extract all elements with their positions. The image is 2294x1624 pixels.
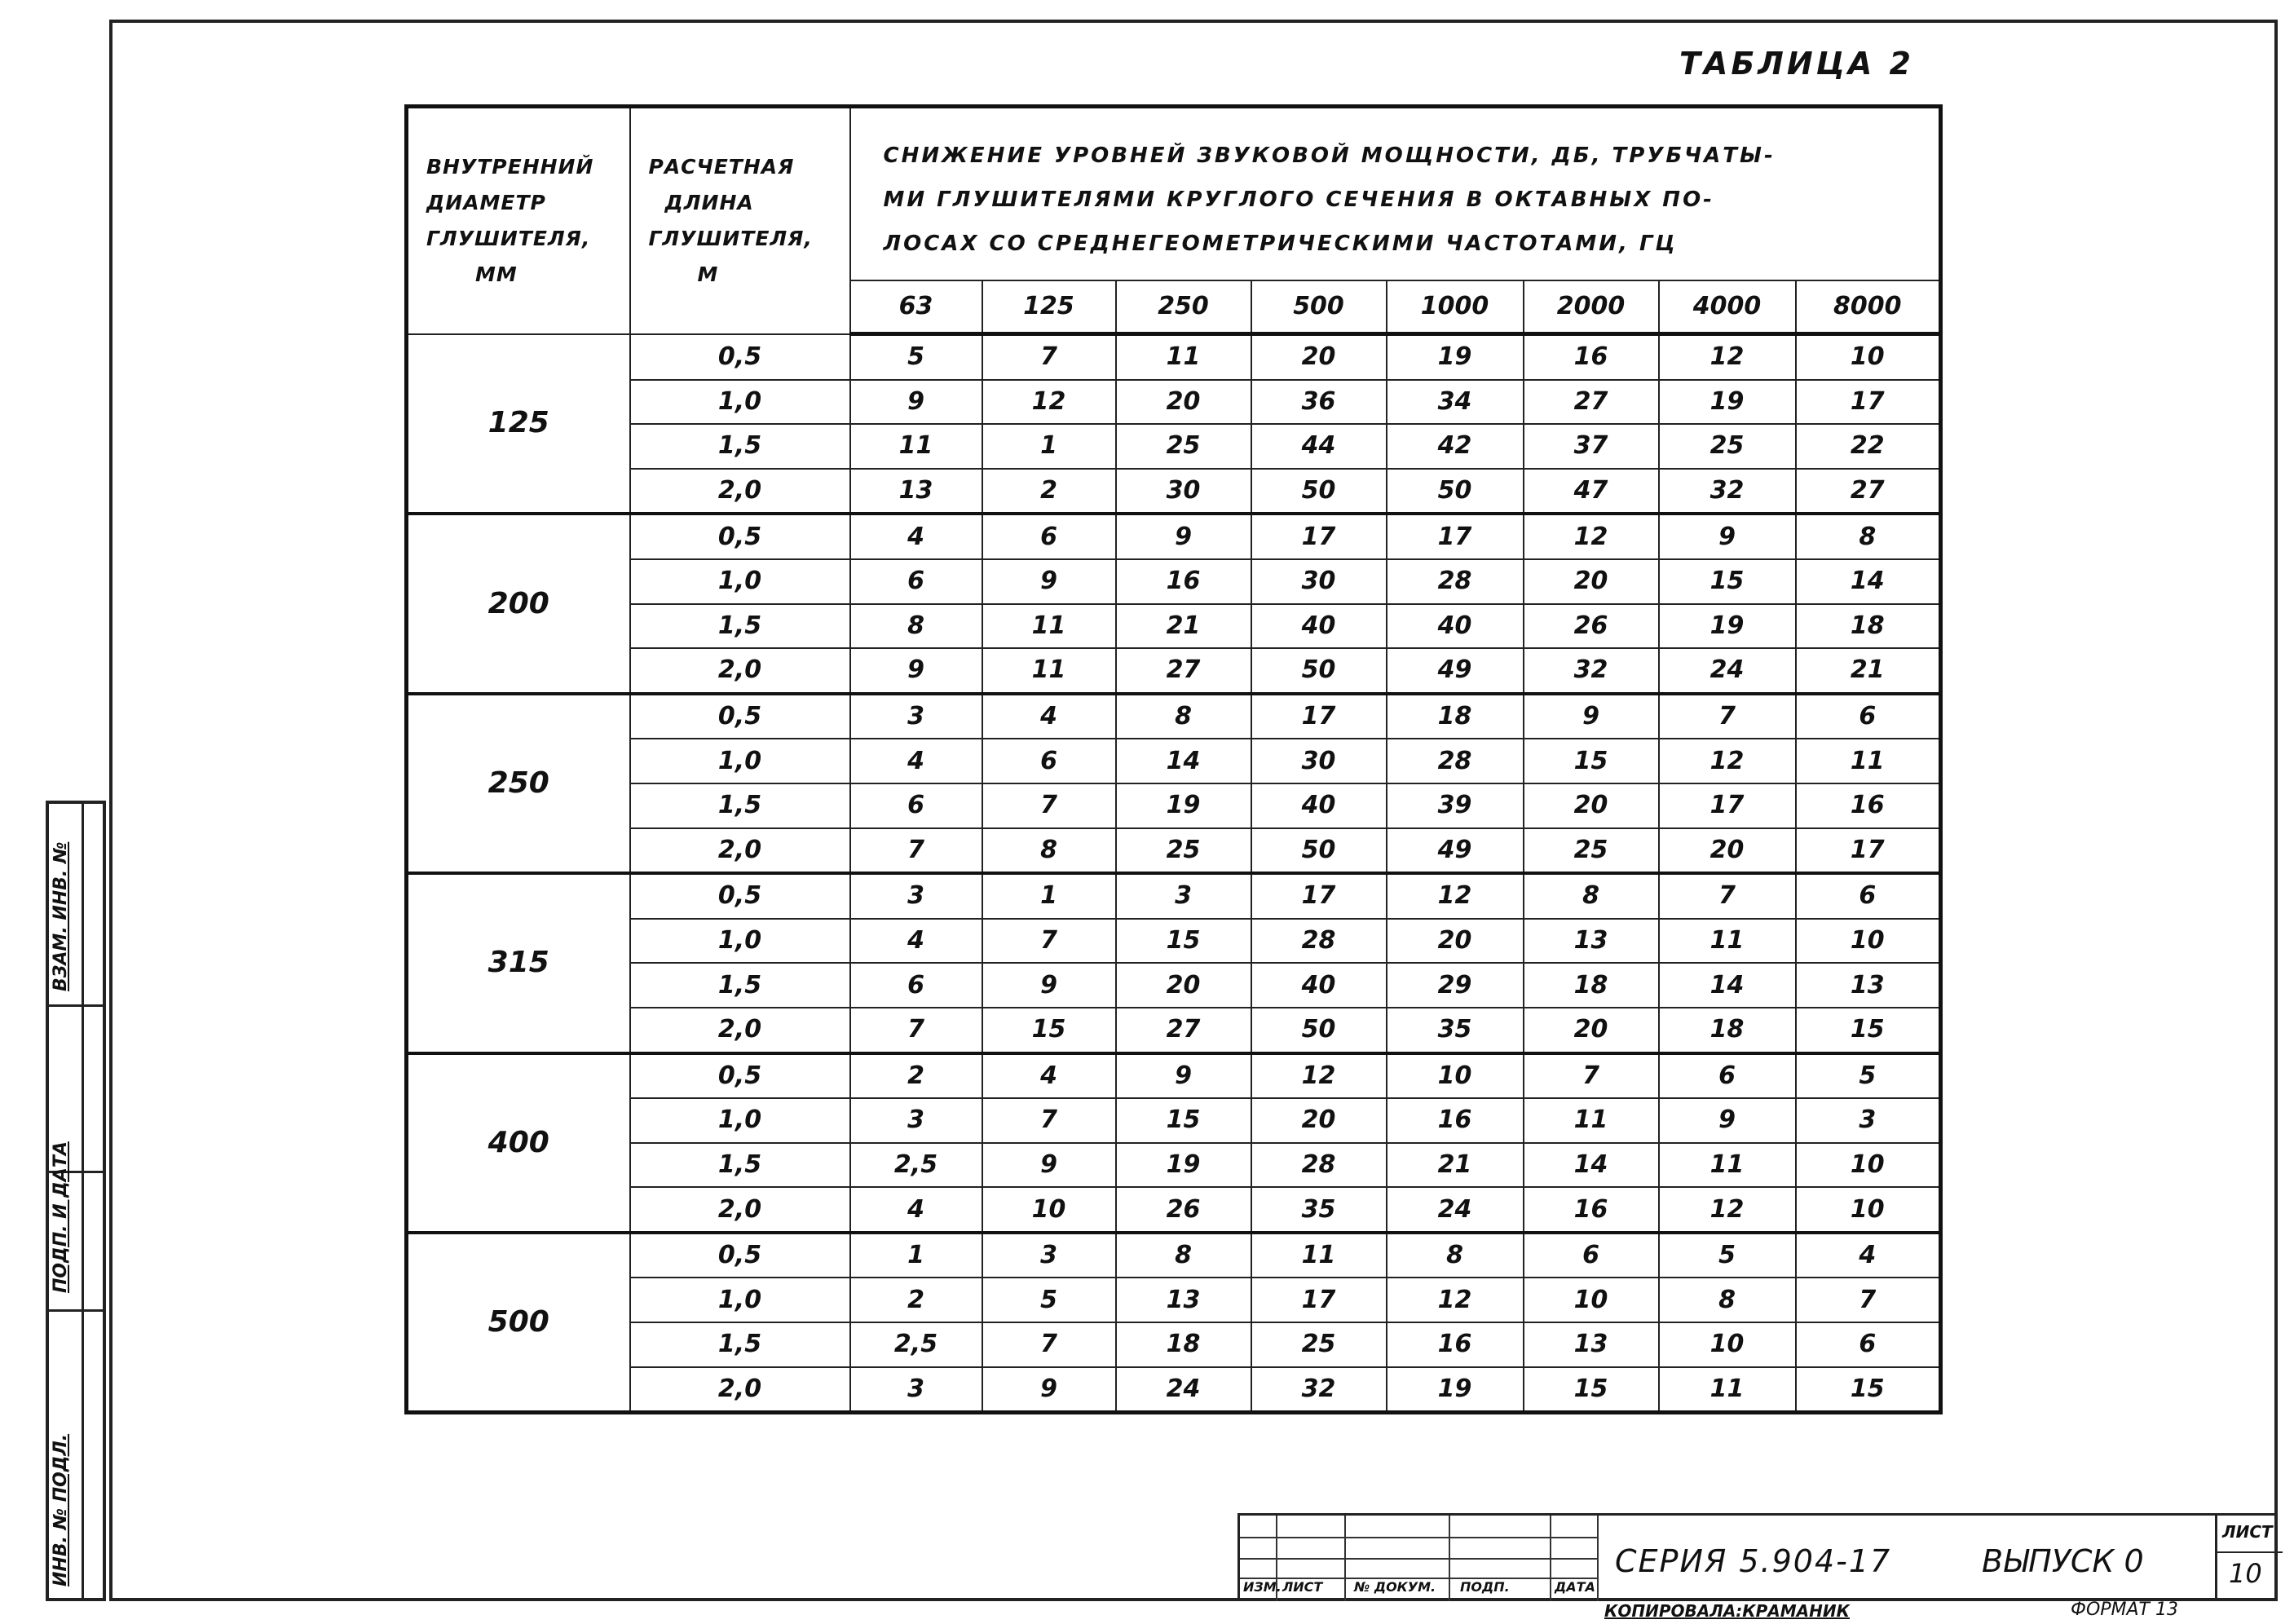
- value-cell: 24: [1116, 1367, 1251, 1413]
- value-cell: 3: [850, 1098, 982, 1143]
- value-cell: 19: [1116, 1143, 1251, 1188]
- value-cell: 5: [1659, 1233, 1796, 1278]
- value-cell: 11: [1659, 1143, 1796, 1188]
- length-cell: 2,0: [630, 648, 850, 694]
- length-cell: 1,0: [630, 739, 850, 783]
- value-cell: 15: [1796, 1008, 1941, 1053]
- length-cell: 0,5: [630, 334, 850, 380]
- table-row: [407, 424, 1941, 469]
- side-label-replace: ВЗАМ. ИНВ. №: [51, 841, 71, 991]
- table-row: [407, 648, 1941, 694]
- value-cell: 11: [1251, 1233, 1387, 1278]
- diameter-cell: 125: [407, 334, 630, 514]
- value-cell: 6: [850, 963, 982, 1008]
- value-cell: 4: [850, 514, 982, 559]
- length-cell: 2,0: [630, 1008, 850, 1053]
- value-cell: 8: [1524, 873, 1659, 919]
- value-cell: 13: [850, 469, 982, 514]
- value-cell: 1: [850, 1233, 982, 1278]
- value-cell: 6: [850, 559, 982, 604]
- diameter-cell: 315: [407, 873, 630, 1053]
- value-cell: 14: [1659, 963, 1796, 1008]
- value-cell: 10: [1387, 1053, 1524, 1099]
- value-cell: 21: [1387, 1143, 1524, 1188]
- value-cell: 4: [850, 919, 982, 964]
- value-cell: 8: [1387, 1233, 1524, 1278]
- value-cell: 4: [850, 739, 982, 783]
- value-cell: 4: [850, 1187, 982, 1233]
- value-cell: 21: [1116, 604, 1251, 649]
- frequency-header: 63: [850, 280, 982, 334]
- length-cell: 1,0: [630, 919, 850, 964]
- value-cell: 12: [1524, 514, 1659, 559]
- value-cell: 16: [1387, 1098, 1524, 1143]
- copied-by: КОПИРОВАЛА:КРАМАНИК: [1604, 1601, 1850, 1621]
- value-cell: 20: [1659, 828, 1796, 874]
- table-row: [407, 783, 1941, 828]
- value-cell: 12: [1659, 1187, 1796, 1233]
- frequency-header: 500: [1251, 280, 1387, 334]
- header-reduction: СНИЖЕНИЕ УРОВНЕЙ ЗВУКОВОЙ МОЩНОСТИ, ДБ, ТРУБЧАТЫ- МИ ГЛУШИТЕЛЯМИ КРУГЛОГО СЕЧЕНИЯ В ОКТАВНЫХ ПО- ЛОСАХ СО СРЕДНЕГЕОМЕТРИЧЕСКИМИ ЧАСТОТАМИ, ГЦ: [850, 107, 1941, 281]
- tb-col-date: ДАТА: [1555, 1579, 1595, 1595]
- value-cell: 27: [1796, 469, 1941, 514]
- side-label-sign: ПОДП. И ДАТА: [51, 1141, 71, 1293]
- value-cell: 15: [1116, 919, 1251, 964]
- frequency-header: 2000: [1524, 280, 1659, 334]
- value-cell: 10: [1796, 919, 1941, 964]
- value-cell: 15: [982, 1008, 1116, 1053]
- value-cell: 15: [1524, 1367, 1659, 1413]
- table-row: [407, 828, 1941, 874]
- value-cell: 2,5: [850, 1143, 982, 1188]
- value-cell: 11: [1659, 1367, 1796, 1413]
- table-row: [407, 694, 1941, 739]
- value-cell: 28: [1387, 739, 1524, 783]
- value-cell: 7: [982, 919, 1116, 964]
- table-row: [407, 963, 1941, 1008]
- value-cell: 32: [1251, 1367, 1387, 1413]
- frequency-header: 1000: [1387, 280, 1524, 334]
- value-cell: 19: [1387, 1367, 1524, 1413]
- table-row: [407, 1322, 1941, 1367]
- value-cell: 3: [982, 1233, 1116, 1278]
- value-cell: 20: [1116, 380, 1251, 425]
- value-cell: 18: [1524, 963, 1659, 1008]
- value-cell: 6: [982, 514, 1116, 559]
- header-length: РАСЧЕТНАЯ ДЛИНА ГЛУШИТЕЛЯ, М: [630, 107, 850, 334]
- value-cell: 7: [850, 1008, 982, 1053]
- value-cell: 19: [1659, 380, 1796, 425]
- table-row: [407, 469, 1941, 514]
- value-cell: 50: [1387, 469, 1524, 514]
- value-cell: 15: [1116, 1098, 1251, 1143]
- table-row: [407, 559, 1941, 604]
- value-cell: 25: [1251, 1322, 1387, 1367]
- value-cell: 9: [850, 380, 982, 425]
- length-cell: 0,5: [630, 1053, 850, 1099]
- frequency-header: 125: [982, 280, 1116, 334]
- length-cell: 2,0: [630, 1187, 850, 1233]
- value-cell: 9: [1116, 514, 1251, 559]
- value-cell: 20: [1251, 1098, 1387, 1143]
- value-cell: 11: [1796, 739, 1941, 783]
- value-cell: 19: [1116, 783, 1251, 828]
- value-cell: 9: [982, 559, 1116, 604]
- value-cell: 25: [1524, 828, 1659, 874]
- value-cell: 11: [850, 424, 982, 469]
- value-cell: 6: [1796, 1322, 1941, 1367]
- value-cell: 17: [1251, 873, 1387, 919]
- tb-col-change: ИЗМ.: [1243, 1579, 1282, 1595]
- frequency-header: 250: [1116, 280, 1251, 334]
- noise-reduction-table: [404, 104, 1943, 1414]
- length-cell: 1,0: [630, 1278, 850, 1322]
- value-cell: 20: [1524, 559, 1659, 604]
- value-cell: 1: [982, 873, 1116, 919]
- value-cell: 1: [982, 424, 1116, 469]
- table-title: ТАБЛИЦА 2: [1679, 46, 1914, 82]
- length-cell: 1,5: [630, 963, 850, 1008]
- value-cell: 22: [1796, 424, 1941, 469]
- value-cell: 9: [982, 1367, 1116, 1413]
- value-cell: 11: [982, 604, 1116, 649]
- value-cell: 17: [1387, 514, 1524, 559]
- value-cell: 40: [1387, 604, 1524, 649]
- value-cell: 11: [1524, 1098, 1659, 1143]
- sheet-box: [2215, 1516, 2283, 1601]
- value-cell: 14: [1116, 739, 1251, 783]
- diameter-cell: 250: [407, 694, 630, 873]
- value-cell: 2: [850, 1278, 982, 1322]
- value-cell: 16: [1387, 1322, 1524, 1367]
- value-cell: 47: [1524, 469, 1659, 514]
- side-label-inv: ИНВ. № ПОДЛ.: [51, 1433, 71, 1586]
- table-row: [407, 919, 1941, 964]
- value-cell: 15: [1796, 1367, 1941, 1413]
- value-cell: 14: [1524, 1143, 1659, 1188]
- value-cell: 17: [1796, 380, 1941, 425]
- value-cell: 9: [850, 648, 982, 694]
- value-cell: 20: [1387, 919, 1524, 964]
- value-cell: 2,5: [850, 1322, 982, 1367]
- value-cell: 7: [1659, 873, 1796, 919]
- value-cell: 35: [1387, 1008, 1524, 1053]
- value-cell: 6: [1524, 1233, 1659, 1278]
- length-cell: 1,5: [630, 604, 850, 649]
- value-cell: 18: [1796, 604, 1941, 649]
- value-cell: 16: [1524, 334, 1659, 380]
- value-cell: 11: [1116, 334, 1251, 380]
- value-cell: 13: [1524, 1322, 1659, 1367]
- value-cell: 8: [1116, 1233, 1251, 1278]
- value-cell: 19: [1387, 334, 1524, 380]
- length-cell: 1,5: [630, 424, 850, 469]
- value-cell: 24: [1387, 1187, 1524, 1233]
- value-cell: 30: [1251, 739, 1387, 783]
- value-cell: 9: [1116, 1053, 1251, 1099]
- table-row: [407, 1143, 1941, 1188]
- value-cell: 20: [1524, 1008, 1659, 1053]
- value-cell: 20: [1116, 963, 1251, 1008]
- value-cell: 10: [1796, 1187, 1941, 1233]
- table-row: [407, 1008, 1941, 1053]
- value-cell: 25: [1116, 424, 1251, 469]
- value-cell: 10: [982, 1187, 1116, 1233]
- value-cell: 10: [1659, 1322, 1796, 1367]
- value-cell: 21: [1796, 648, 1941, 694]
- value-cell: 9: [982, 963, 1116, 1008]
- value-cell: 35: [1251, 1187, 1387, 1233]
- tb-col-sheet: ЛИСТ: [1282, 1579, 1323, 1595]
- value-cell: 2: [850, 1053, 982, 1099]
- tb-col-doc: № ДОКУМ.: [1354, 1579, 1436, 1595]
- value-cell: 7: [982, 334, 1116, 380]
- value-cell: 16: [1796, 783, 1941, 828]
- sheet-label: ЛИСТ: [2222, 1522, 2273, 1542]
- value-cell: 15: [1524, 739, 1659, 783]
- value-cell: 8: [1796, 514, 1941, 559]
- length-cell: 1,0: [630, 1098, 850, 1143]
- value-cell: 28: [1251, 1143, 1387, 1188]
- format-note: ФОРМАТ 13: [2071, 1600, 2178, 1620]
- table-row: [407, 1098, 1941, 1143]
- value-cell: 6: [1659, 1053, 1796, 1099]
- diameter-cell: 200: [407, 514, 630, 693]
- value-cell: 11: [982, 648, 1116, 694]
- value-cell: 26: [1116, 1187, 1251, 1233]
- value-cell: 7: [982, 1098, 1116, 1143]
- table-row: [407, 1187, 1941, 1233]
- value-cell: 17: [1251, 694, 1387, 739]
- length-cell: 0,5: [630, 1233, 850, 1278]
- value-cell: 4: [1796, 1233, 1941, 1278]
- value-cell: 2: [982, 469, 1116, 514]
- table-row: [407, 1367, 1941, 1413]
- diameter-cell: 400: [407, 1053, 630, 1233]
- value-cell: 4: [982, 694, 1116, 739]
- table-row: [407, 380, 1941, 425]
- value-cell: 20: [1524, 783, 1659, 828]
- value-cell: 32: [1524, 648, 1659, 694]
- value-cell: 3: [850, 873, 982, 919]
- length-cell: 0,5: [630, 694, 850, 739]
- value-cell: 25: [1116, 828, 1251, 874]
- value-cell: 17: [1251, 514, 1387, 559]
- value-cell: 3: [1796, 1098, 1941, 1143]
- value-cell: 50: [1251, 469, 1387, 514]
- value-cell: 17: [1659, 783, 1796, 828]
- value-cell: 34: [1387, 380, 1524, 425]
- value-cell: 42: [1387, 424, 1524, 469]
- value-cell: 9: [982, 1143, 1116, 1188]
- table-row: [407, 334, 1941, 380]
- length-cell: 2,0: [630, 828, 850, 874]
- value-cell: 3: [850, 694, 982, 739]
- value-cell: 29: [1387, 963, 1524, 1008]
- value-cell: 6: [850, 783, 982, 828]
- value-cell: 17: [1796, 828, 1941, 874]
- value-cell: 18: [1659, 1008, 1796, 1053]
- value-cell: 28: [1387, 559, 1524, 604]
- value-cell: 20: [1251, 334, 1387, 380]
- header-diameter: ВНУТРЕННИЙ ДИАМЕТР ГЛУШИТЕЛЯ, ММ: [407, 107, 630, 334]
- value-cell: 3: [1116, 873, 1251, 919]
- value-cell: 7: [982, 1322, 1116, 1367]
- value-cell: 49: [1387, 828, 1524, 874]
- value-cell: 10: [1796, 334, 1941, 380]
- value-cell: 4: [982, 1053, 1116, 1099]
- value-cell: 15: [1659, 559, 1796, 604]
- value-cell: 19: [1659, 604, 1796, 649]
- value-cell: 12: [1251, 1053, 1387, 1099]
- issue-label: ВЫПУСК 0: [1982, 1543, 2144, 1579]
- value-cell: 50: [1251, 648, 1387, 694]
- value-cell: 32: [1659, 469, 1796, 514]
- value-cell: 5: [850, 334, 982, 380]
- table-row: [407, 604, 1941, 649]
- table-row: [407, 739, 1941, 783]
- value-cell: 13: [1524, 919, 1659, 964]
- value-cell: 10: [1796, 1143, 1941, 1188]
- value-cell: 18: [1387, 694, 1524, 739]
- value-cell: 7: [1796, 1278, 1941, 1322]
- value-cell: 12: [1659, 334, 1796, 380]
- value-cell: 7: [1524, 1053, 1659, 1099]
- value-cell: 37: [1524, 424, 1659, 469]
- value-cell: 30: [1116, 469, 1251, 514]
- series-label: СЕРИЯ 5.904-17: [1615, 1543, 1892, 1579]
- value-cell: 25: [1659, 424, 1796, 469]
- value-cell: 9: [1524, 694, 1659, 739]
- value-cell: 9: [1659, 1098, 1796, 1143]
- value-cell: 6: [1796, 873, 1941, 919]
- length-cell: 1,5: [630, 1322, 850, 1367]
- value-cell: 16: [1116, 559, 1251, 604]
- length-cell: 0,5: [630, 514, 850, 559]
- value-cell: 10: [1524, 1278, 1659, 1322]
- value-cell: 3: [850, 1367, 982, 1413]
- value-cell: 40: [1251, 604, 1387, 649]
- value-cell: 18: [1116, 1322, 1251, 1367]
- value-cell: 8: [1116, 694, 1251, 739]
- length-cell: 2,0: [630, 469, 850, 514]
- length-cell: 0,5: [630, 873, 850, 919]
- sheet-number: 10: [2229, 1558, 2262, 1589]
- value-cell: 27: [1116, 648, 1251, 694]
- value-cell: 27: [1116, 1008, 1251, 1053]
- table-row: [407, 1233, 1941, 1278]
- value-cell: 28: [1251, 919, 1387, 964]
- value-cell: 16: [1524, 1187, 1659, 1233]
- value-cell: 30: [1251, 559, 1387, 604]
- value-cell: 7: [982, 783, 1116, 828]
- value-cell: 40: [1251, 783, 1387, 828]
- value-cell: 12: [1659, 739, 1796, 783]
- value-cell: 40: [1251, 963, 1387, 1008]
- value-cell: 12: [1387, 1278, 1524, 1322]
- value-cell: 9: [1659, 514, 1796, 559]
- value-cell: 12: [1387, 873, 1524, 919]
- value-cell: 8: [982, 828, 1116, 874]
- value-cell: 39: [1387, 783, 1524, 828]
- length-cell: 2,0: [630, 1367, 850, 1413]
- table-row: [407, 514, 1941, 559]
- value-cell: 24: [1659, 648, 1796, 694]
- value-cell: 13: [1796, 963, 1941, 1008]
- title-block: [1237, 1513, 2278, 1601]
- value-cell: 6: [1796, 694, 1941, 739]
- value-cell: 7: [850, 828, 982, 874]
- table-row: [407, 1053, 1941, 1099]
- value-cell: 14: [1796, 559, 1941, 604]
- side-stamp: [46, 801, 106, 1601]
- value-cell: 50: [1251, 1008, 1387, 1053]
- value-cell: 12: [982, 380, 1116, 425]
- value-cell: 7: [1659, 694, 1796, 739]
- value-cell: 13: [1116, 1278, 1251, 1322]
- value-cell: 17: [1251, 1278, 1387, 1322]
- length-cell: 1,0: [630, 380, 850, 425]
- frequency-header: 4000: [1659, 280, 1796, 334]
- value-cell: 36: [1251, 380, 1387, 425]
- tb-col-sign: ПОДП.: [1460, 1579, 1510, 1595]
- value-cell: 8: [1659, 1278, 1796, 1322]
- value-cell: 6: [982, 739, 1116, 783]
- value-cell: 26: [1524, 604, 1659, 649]
- frequency-header: 8000: [1796, 280, 1941, 334]
- value-cell: 49: [1387, 648, 1524, 694]
- value-cell: 27: [1524, 380, 1659, 425]
- table-row: [407, 1278, 1941, 1322]
- length-cell: 1,5: [630, 783, 850, 828]
- length-cell: 1,5: [630, 1143, 850, 1188]
- value-cell: 50: [1251, 828, 1387, 874]
- value-cell: 44: [1251, 424, 1387, 469]
- diameter-cell: 500: [407, 1233, 630, 1413]
- value-cell: 5: [1796, 1053, 1941, 1099]
- length-cell: 1,0: [630, 559, 850, 604]
- value-cell: 11: [1659, 919, 1796, 964]
- value-cell: 5: [982, 1278, 1116, 1322]
- value-cell: 8: [850, 604, 982, 649]
- table-row: [407, 873, 1941, 919]
